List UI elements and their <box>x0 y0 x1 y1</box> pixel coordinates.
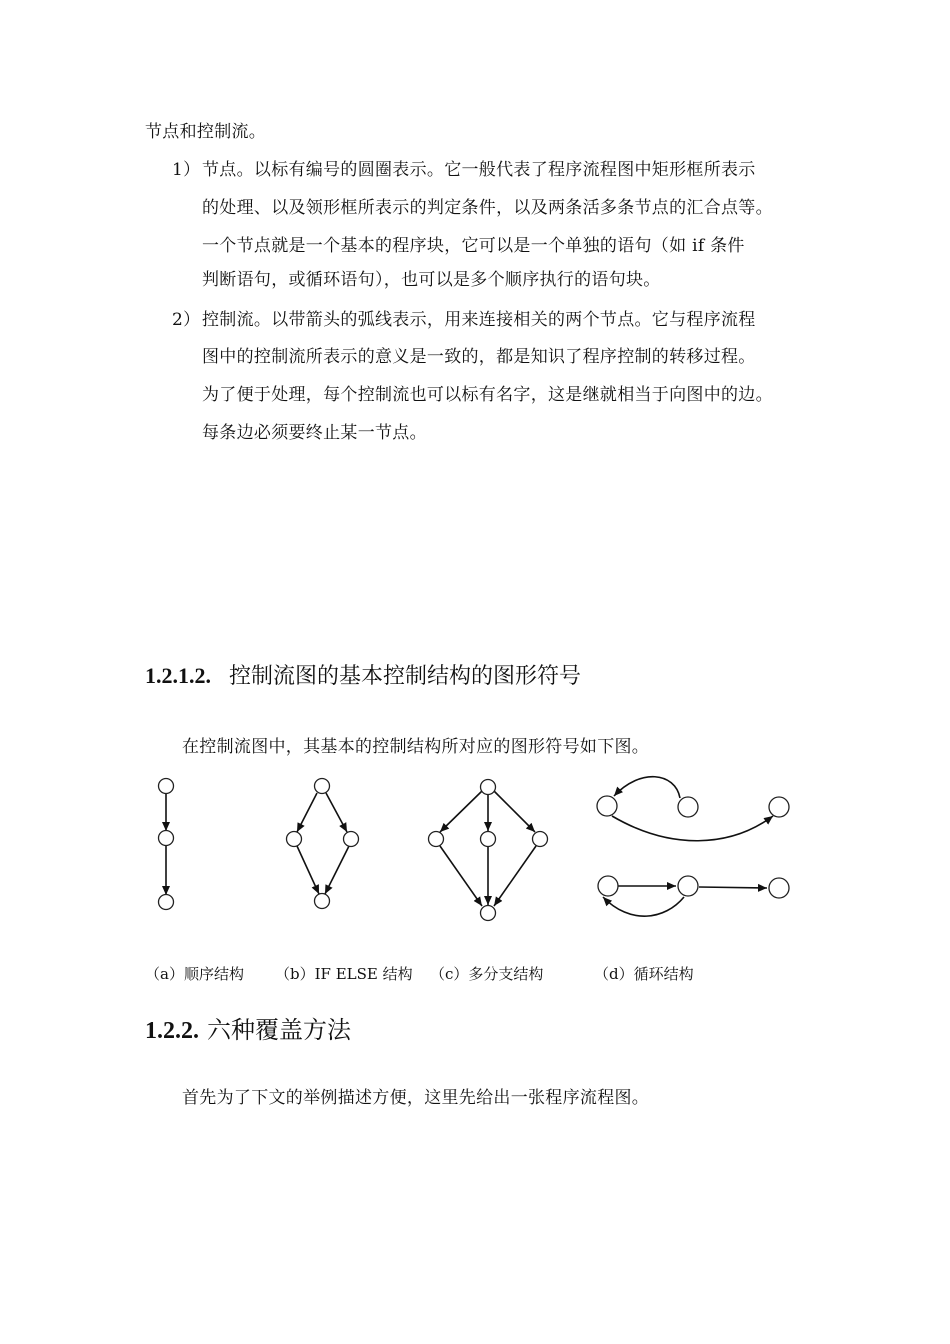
node <box>315 779 330 794</box>
node <box>481 906 496 921</box>
node <box>678 797 698 817</box>
if-else-structure-diagram <box>287 779 359 909</box>
list-item-number: 1） <box>172 160 201 180</box>
list-item-number: 2） <box>172 310 201 330</box>
node <box>344 832 359 847</box>
section-heading <box>145 1016 351 1045</box>
list-item-line: 控制流。以带箭头的弧线表示，用来连接相关的两个节点。它与程序流程 <box>202 310 756 330</box>
list-item-line: 为了便于处理，每个控制流也可以标有名字，这是继就相当于向图中的边。 <box>202 385 773 405</box>
figure-caption-b: （b）IF ELSE 结构 <box>275 965 413 983</box>
intro-text: 节点和控制流。 <box>145 122 267 142</box>
loop-structure-diagram <box>597 777 789 916</box>
node <box>315 894 330 909</box>
node <box>597 796 617 816</box>
figure-caption-d: （d）循环结构 <box>594 965 694 983</box>
list-item-line: 判断语句，或循环语句），也可以是多个顺序执行的语句块。 <box>202 270 661 290</box>
section-number: 1.2.2. <box>145 1018 199 1044</box>
section-number: 1.2.1.2. <box>145 663 211 688</box>
figure-caption-c: （c）多分支结构 <box>430 965 544 983</box>
section-paragraph: 在控制流图中，其基本的控制结构所对应的图形符号如下图。 <box>182 737 650 757</box>
section-title: 六种覆盖方法 <box>207 1016 351 1044</box>
node <box>287 832 302 847</box>
list-item-line: 一个节点就是一个基本的程序块，它可以是一个单独的语句（如 if 条件 <box>202 236 745 256</box>
node <box>598 876 618 896</box>
section-title: 控制流图的基本控制结构的图形符号 <box>229 664 582 689</box>
node <box>159 895 174 910</box>
list-item-line: 节点。以标有编号的圆圈表示。它一般代表了程序流程图中矩形框所表示 <box>202 160 756 180</box>
node <box>678 876 698 896</box>
sequence-structure-diagram <box>159 779 174 910</box>
figure-caption-a: （a）顺序结构 <box>145 965 244 983</box>
node <box>429 832 444 847</box>
node <box>769 797 789 817</box>
multi-branch-structure-diagram <box>429 780 548 921</box>
node <box>769 878 789 898</box>
list-item-line: 图中的控制流所表示的意义是一致的，都是知识了程序控制的转移过程。 <box>202 347 756 367</box>
node <box>159 831 174 846</box>
node <box>481 832 496 847</box>
node <box>159 779 174 794</box>
node <box>481 780 496 795</box>
list-item-line: 每条边必须要终止某一节点。 <box>202 423 427 443</box>
section-paragraph: 首先为了下文的举例描述方便，这里先给出一张程序流程图。 <box>182 1088 650 1108</box>
node <box>533 832 548 847</box>
list-item-line: 的处理、以及领形框所表示的判定条件，以及两条活多条节点的汇合点等。 <box>202 198 773 218</box>
